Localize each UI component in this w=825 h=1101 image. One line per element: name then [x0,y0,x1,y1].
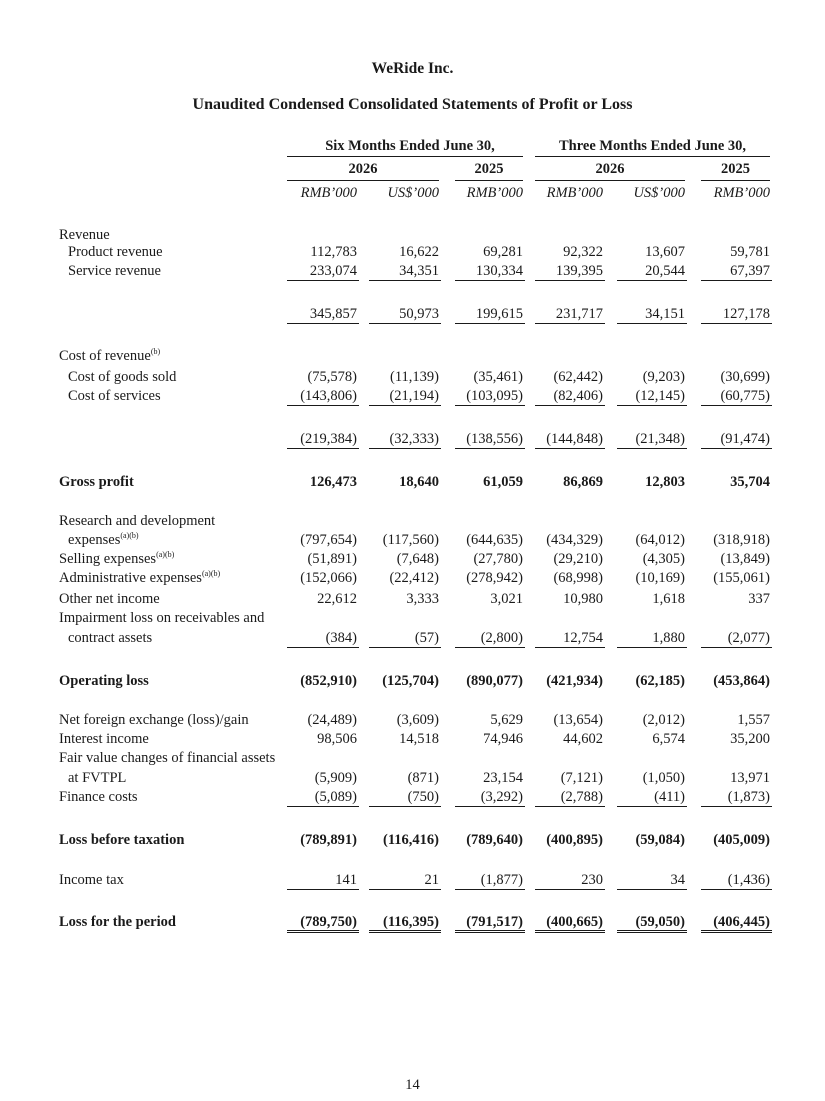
cell-value: (68,998) [553,570,603,586]
subtotal-rule [287,647,359,648]
subtotal-rule [455,405,525,406]
cell-value: (30,699) [720,369,770,385]
subtotal-rule [369,806,441,807]
cell-value: (125,704) [382,673,439,689]
cell-value: (62,442) [553,369,603,385]
cell-value: (644,635) [466,532,523,548]
row-label [68,388,161,405]
row-label [59,914,176,931]
row-label [59,474,134,491]
subtotal-rule [455,448,525,449]
row-label [59,872,124,889]
cell-value: (1,050) [642,770,685,786]
row-label [59,750,275,767]
cell-value: (890,077) [466,673,523,689]
cell-value: (791,517) [466,914,523,930]
header-six-months-rule [287,156,523,157]
cell-value: 59,781 [730,244,770,260]
cell-value: 18,640 [399,474,439,490]
cell-value: 337 [748,591,770,607]
row-label-text: Fair value changes of financial assets [59,750,276,766]
subtotal-rule [617,448,687,449]
row-label [68,244,163,261]
cell-value: (789,891) [300,832,357,848]
row-label-text: Loss before taxation [59,832,185,848]
cell-value: (9,203) [642,369,685,385]
cell-value: 21 [424,872,439,888]
cell-value: (13,654) [553,712,603,728]
year-header-three-2025: 2025 [721,161,750,177]
cell-value: (2,077) [727,630,770,646]
cell-value: (103,095) [466,388,523,404]
subtotal-rule [701,806,772,807]
row-label-text: Other net income [59,591,160,607]
cell-value: (143,806) [300,388,357,404]
cell-value: 112,783 [310,244,357,260]
header-six-months: Six Months Ended June 30, [325,138,495,154]
row-label [59,227,110,244]
cell-value: (1,436) [727,872,770,888]
cell-value: (21,194) [389,388,439,404]
cell-value: 6,574 [652,731,685,747]
footnote-marker: (a)(b) [120,531,139,540]
subtotal-rule [535,889,605,890]
subtotal-rule [287,323,359,324]
cell-value: (22,412) [389,570,439,586]
cell-value: 230 [581,872,603,888]
row-label-text: Service revenue [68,263,161,279]
cell-value: 22,612 [317,591,357,607]
subtotal-rule [369,323,441,324]
cell-value: (24,489) [307,712,357,728]
subtotal-rule [535,280,605,281]
cell-value: (13,849) [720,551,770,567]
cell-value: (59,050) [635,914,685,930]
total-double-rule [701,930,772,933]
cell-value: 126,473 [309,474,357,490]
row-label [68,630,152,647]
cell-value: 13,971 [730,770,770,786]
subtotal-rule [535,405,605,406]
cell-value: 231,717 [555,306,603,322]
cell-value: (421,934) [546,673,603,689]
row-label-text: at FVTPL [68,770,127,786]
row-label-text: Selling expenses [59,551,157,567]
subtotal-rule [455,889,525,890]
cell-value: (155,061) [713,570,770,586]
cell-value: (750) [407,789,439,805]
cell-value: 139,395 [555,263,603,279]
total-double-rule [455,930,525,933]
cell-value: 12,754 [563,630,603,646]
cell-value: (453,864) [713,673,770,689]
cell-value: 86,869 [563,474,603,490]
total-double-rule [369,930,441,933]
subtotal-rule [287,889,359,890]
cell-value: (152,066) [300,570,357,586]
cell-value: (4,305) [642,551,685,567]
cell-value: (400,895) [546,832,603,848]
cell-value: 98,506 [317,731,357,747]
cell-value: (116,416) [383,832,439,848]
total-double-rule [287,930,359,933]
row-label-text: Product revenue [68,244,163,260]
row-label-text: Gross profit [59,474,134,490]
cell-value: 1,880 [652,630,685,646]
subtotal-rule [455,806,525,807]
header-three-months: Three Months Ended June 30, [558,138,747,154]
total-double-rule [535,930,605,933]
subtotal-rule [535,448,605,449]
cell-value: (64,012) [635,532,685,548]
subtotal-rule [701,889,772,890]
subtotal-rule [701,448,772,449]
cell-value: (7,648) [396,551,439,567]
cell-value: (278,942) [466,570,523,586]
cell-value: (318,918) [713,532,770,548]
row-label-text: Cost of services [68,388,161,404]
unit-header-2: US$’000 [387,185,439,201]
cell-value: (60,775) [720,388,770,404]
cell-value: 44,602 [563,731,603,747]
cell-value: (11,139) [390,369,439,385]
cell-value: 69,281 [483,244,523,260]
cell-value: (35,461) [473,369,523,385]
cell-value: (144,848) [546,431,603,447]
unit-header-4: RMB’000 [546,185,603,201]
cell-value: (5,909) [314,770,357,786]
cell-value: 61,059 [483,474,523,490]
cell-value: 50,973 [399,306,439,322]
subtotal-rule [369,889,441,890]
subtotal-rule [617,323,687,324]
cell-value: 10,980 [563,591,603,607]
cell-value: 34,351 [399,263,439,279]
unit-header-3: RMB’000 [466,185,523,201]
cell-value: (789,750) [300,914,357,930]
row-label [68,369,176,386]
subtotal-rule [287,405,359,406]
cell-value: (116,395) [383,914,439,930]
unit-header-1: RMB’000 [300,185,357,201]
subtotal-rule [535,806,605,807]
header-three-months-rule [535,156,770,157]
row-label [59,610,264,627]
cell-value: 34 [670,872,685,888]
cell-value: (138,556) [466,431,523,447]
cell-value: 35,704 [730,474,770,490]
cell-value: (1,873) [727,789,770,805]
cell-value: 92,322 [563,244,603,260]
cell-value: (62,185) [635,673,685,689]
row-label-text: Impairment loss on receivables and [59,610,265,626]
cell-value: (29,210) [553,551,603,567]
cell-value: (51,891) [307,551,357,567]
subtotal-rule [701,405,772,406]
subtotal-rule [369,405,441,406]
cell-value: (3,292) [480,789,523,805]
subtotal-rule [617,405,687,406]
total-double-rule [617,930,687,933]
cell-value: (59,084) [635,832,685,848]
cell-value: 16,622 [399,244,439,260]
cell-value: 130,334 [475,263,523,279]
year-rule-4 [701,180,770,181]
cell-value: (384) [325,630,357,646]
cell-value: (434,329) [546,532,603,548]
cell-value: (2,788) [560,789,603,805]
row-label-text: Finance costs [59,789,138,805]
cell-value: (400,665) [546,914,603,930]
subtotal-rule [535,323,605,324]
cell-value: 35,200 [730,731,770,747]
row-label [68,770,126,787]
statement-title: Unaudited Condensed Consolidated Statements of Profit or Loss [192,96,633,113]
subtotal-rule [617,647,687,648]
year-rule-3 [535,180,685,181]
row-label-text: Income tax [59,872,124,888]
cell-value: (1,877) [480,872,523,888]
cell-value: (75,578) [307,369,357,385]
row-label-text: Loss for the period [59,914,176,930]
cell-value: (27,780) [473,551,523,567]
year-rule-1 [287,180,439,181]
footnote-marker: (a)(b) [156,550,175,559]
cell-value: 3,333 [406,591,439,607]
cell-value: 14,518 [399,731,439,747]
cell-value: (57) [414,630,439,646]
cell-value: (10,169) [635,570,685,586]
cell-value: 127,178 [722,306,770,322]
row-label [68,532,139,549]
cell-value: 13,607 [645,244,685,260]
cell-value: 34,151 [645,306,685,322]
row-label [59,570,220,587]
row-label [68,263,161,280]
cell-value: 74,946 [483,731,523,747]
row-label-text: Net foreign exchange (loss)/gain [59,712,249,728]
cell-value: 345,857 [309,306,357,322]
subtotal-rule [701,280,772,281]
cell-value: 199,615 [475,306,523,322]
row-label-text: Operating loss [59,673,149,689]
year-header-six-2026: 2026 [348,161,378,177]
cell-value: (797,654) [300,532,357,548]
row-label [59,348,160,365]
cell-value: 1,557 [737,712,770,728]
cell-value: (21,348) [635,431,685,447]
row-label-text: expenses [68,532,121,548]
row-label [59,551,174,568]
year-header-three-2026: 2026 [595,161,625,177]
subtotal-rule [617,889,687,890]
year-header-six-2025: 2025 [474,161,504,177]
cell-value: (91,474) [720,431,770,447]
cell-value: (12,145) [635,388,685,404]
cell-value: 12,803 [645,474,685,490]
subtotal-rule [535,647,605,648]
row-label-text: Cost of revenue [59,348,151,364]
cell-value: (2,012) [642,712,685,728]
subtotal-rule [617,280,687,281]
cell-value: (405,009) [713,832,770,848]
cell-value: (852,910) [300,673,357,689]
cell-value: (82,406) [553,388,603,404]
cell-value: (117,560) [382,532,439,548]
cell-value: (219,384) [300,431,357,447]
subtotal-rule [455,647,525,648]
subtotal-rule [455,280,525,281]
cell-value: 67,397 [730,263,770,279]
company-name: WeRide Inc. [371,60,454,77]
cell-value: 23,154 [483,770,523,786]
row-label [59,832,184,849]
cell-value: (5,089) [314,789,357,805]
cell-value: (871) [407,770,439,786]
row-label-text: Cost of goods sold [68,369,177,385]
subtotal-rule [369,448,441,449]
subtotal-rule [455,323,525,324]
subtotal-rule [287,806,359,807]
year-rule-2 [455,180,523,181]
cell-value: 141 [335,872,357,888]
row-label [59,673,149,690]
cell-value: (3,609) [396,712,439,728]
row-label [59,731,149,748]
subtotal-rule [369,280,441,281]
cell-value: 5,629 [490,712,523,728]
footnote-marker: (a)(b) [201,569,221,578]
row-label [59,789,138,806]
row-label-text: contract assets [68,630,153,646]
cell-value: (411) [654,789,685,805]
unit-header-5: US$’000 [633,185,685,201]
subtotal-rule [287,448,359,449]
unit-header-6: RMB’000 [713,185,770,201]
subtotal-rule [369,647,441,648]
cell-value: 233,074 [309,263,357,279]
page-number: 14 [405,1077,420,1093]
row-label-text: Interest income [59,731,149,747]
cell-value: (789,640) [466,832,523,848]
cell-value: 1,618 [652,591,685,607]
row-label-text: Research and development [59,513,216,529]
row-label-text: Administrative expenses [59,570,202,586]
subtotal-rule [617,806,687,807]
footnote-marker: (b) [150,347,161,356]
cell-value: (2,800) [480,630,523,646]
cell-value: (32,333) [389,431,439,447]
subtotal-rule [701,647,772,648]
cell-value: (7,121) [560,770,603,786]
row-label [59,712,249,729]
subtotal-rule [701,323,772,324]
row-label [59,591,160,608]
row-label [59,513,215,530]
cell-value: 20,544 [645,263,685,279]
cell-value: 3,021 [490,591,523,607]
subtotal-rule [287,280,359,281]
cell-value: (406,445) [713,914,770,930]
row-label-text: Revenue [59,227,110,243]
